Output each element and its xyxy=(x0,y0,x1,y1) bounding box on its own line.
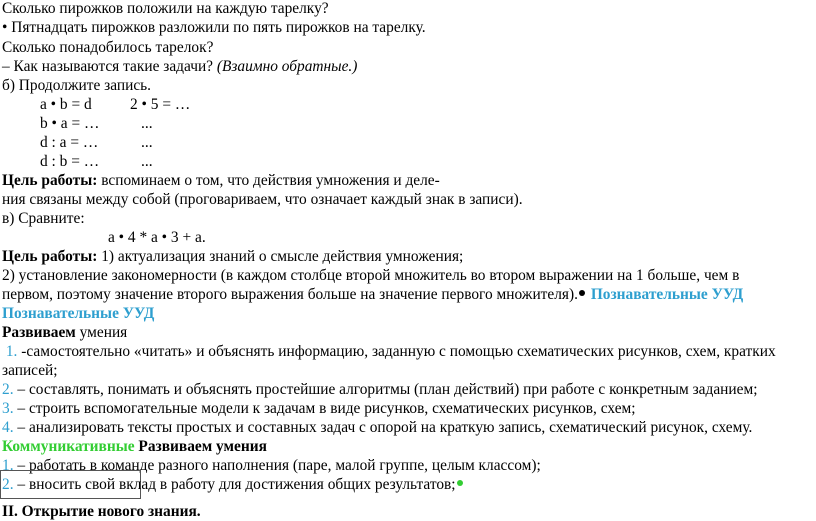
text-line: • Пятнадцать пирожков разложили по пять пирожков на тарелку. xyxy=(2,19,426,36)
table-cell: ... xyxy=(141,153,153,170)
table-cell: ... xyxy=(141,134,153,151)
list-text: – анализировать тексты простых и составных задач с опорой на краткую запись, схематический рисунок, схему. xyxy=(13,419,753,436)
uud-heading: Познавательные УУД xyxy=(2,305,155,322)
goal-text: вспоминаем о том, что действия умножения и деле- xyxy=(97,172,440,189)
table-cell: b • a = … xyxy=(40,115,100,132)
text-segment: первом, поэтому значение второго выражения больше на значение первого множителя). xyxy=(2,286,578,303)
question-text: – Как называются такие задачи? xyxy=(2,58,217,75)
task-c-title: в) Сравните: xyxy=(2,210,85,227)
list-number: 1. xyxy=(5,343,18,360)
list-number: 1. xyxy=(2,457,14,474)
list-text: – работать в команде разного наполнения (паре, малой группе, целым классом); xyxy=(13,457,541,474)
list-number: 3. xyxy=(2,400,14,417)
table-cell: a • b = d xyxy=(40,96,92,113)
goal-line xyxy=(2,247,463,266)
uud-label: Познавательные УУД xyxy=(590,286,744,303)
table-cell: d : a = … xyxy=(40,134,99,151)
bullet-icon xyxy=(579,290,585,296)
text-line xyxy=(2,285,743,304)
section-heading: II. Открытие нового знания. xyxy=(2,503,201,520)
list-text: – вносить свой вклад в работу для достижения общих результатов; xyxy=(13,476,456,493)
communicative-label: Коммуникативные xyxy=(2,438,135,455)
question-line xyxy=(2,57,357,76)
goal-line xyxy=(2,171,440,190)
list-item xyxy=(2,342,776,361)
list-text: -самостоятельно «читать» и объяснять информацию, заданную с помощью схематических рисунков, схем, кратких xyxy=(17,343,776,360)
task-b-title: б) Продолжите запись. xyxy=(2,77,152,94)
list-item xyxy=(2,380,758,399)
goal-text: 1) актуализация знаний о смысле действия умножения; xyxy=(97,248,464,265)
table-cell: 2 • 5 = … xyxy=(130,96,191,113)
text-line: Сколько понадобилось тарелок? xyxy=(2,39,214,56)
list-item xyxy=(2,418,752,437)
uud-heading xyxy=(2,437,267,456)
compare-expression: a • 4 * a • 3 + a. xyxy=(108,229,206,246)
list-text: – составлять, понимать и объяснять простейшие алгоритмы (план действий) при работе с конкретным заданием; xyxy=(13,381,758,398)
goal-label: Цель работы: xyxy=(2,172,98,189)
list-number: 2. xyxy=(2,476,14,493)
develop-label: Развиваем xyxy=(2,324,76,341)
develop-text: умения xyxy=(75,324,128,341)
text-line: ния связаны между собой (проговариваем, что означает каждый знак в записи). xyxy=(2,191,523,208)
text-line: записей; xyxy=(2,362,58,379)
develop-label: Развиваем умения xyxy=(134,438,267,455)
bullet-icon xyxy=(457,480,463,486)
text-line: 2) установление закономерности (в каждом столбце второй множитель во втором выражении на 1 больше, чем в xyxy=(2,267,740,284)
list-item xyxy=(2,475,465,494)
table-cell: d : b = … xyxy=(40,153,100,170)
list-number: 2. xyxy=(2,381,14,398)
text-line: Сколько пирожков положили на каждую тарелку? xyxy=(2,0,329,17)
list-item xyxy=(2,399,636,418)
goal-label: Цель работы: xyxy=(2,248,98,265)
table-cell: ... xyxy=(141,115,153,132)
develop-line xyxy=(2,323,127,342)
list-text: – строить вспомогательные модели к задачам в виде рисунков, схематических рисунков, схем; xyxy=(13,400,636,417)
list-number: 4. xyxy=(2,419,14,436)
answer-text: (Взаимно обратные.) xyxy=(216,58,358,75)
